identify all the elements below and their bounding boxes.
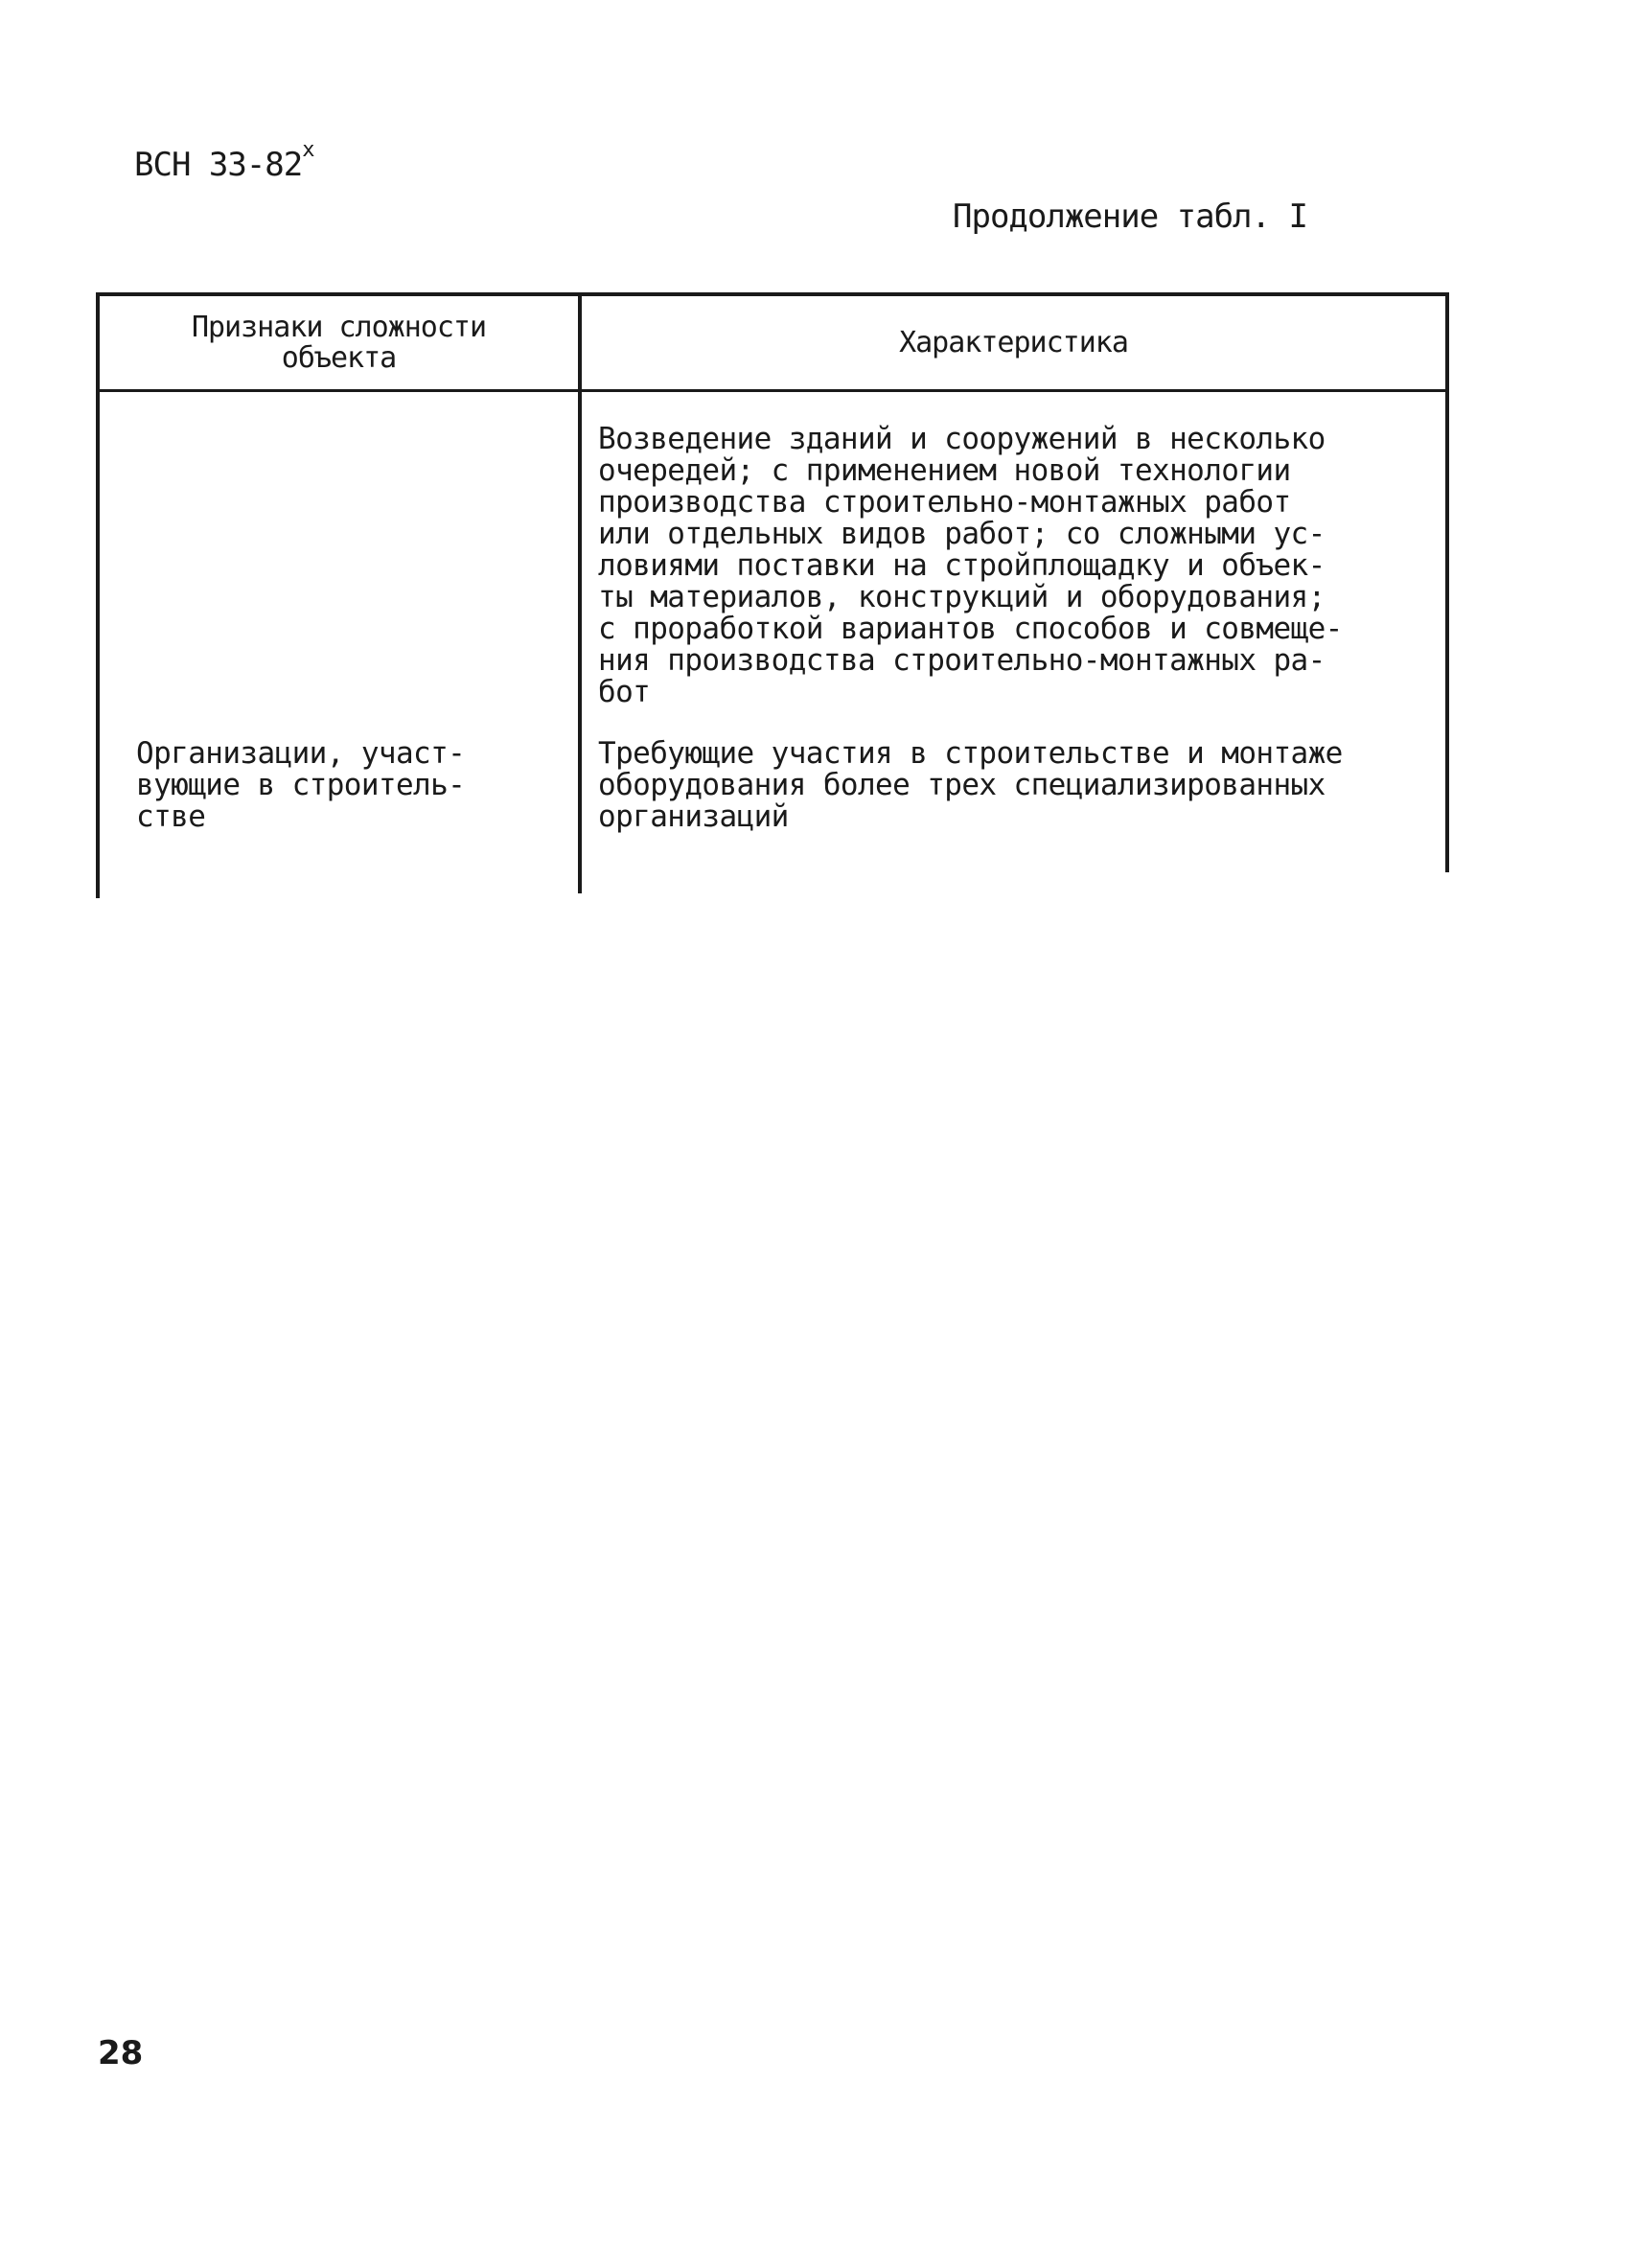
page-number: 28 <box>98 2034 144 2072</box>
document-code-text: ВСН 33-82 <box>134 146 303 184</box>
table-top-border <box>96 292 1449 296</box>
row-2-criterion: Организации, участ- вующие в строитель- стве <box>136 736 466 834</box>
column-header-criterion-text: Признаки сложности объекта <box>191 311 487 375</box>
document-code-mark: x <box>302 138 314 162</box>
table-header-divider <box>96 389 1449 392</box>
table-continuation-label: Продолжение табл. I <box>953 197 1307 236</box>
row-1-characteristic: Возведение зданий и сооружений в несколько очередей; с применением новой технологии производства строительно-монтажных работ или отдельных видов работ; со сложными ус- ловиями поставки на стройплощадку и объек- ты материалов, конструкций и оборудования; с проработкой вариантов способов и совмеще- ния производства строительно-монтажных ра- бот <box>598 422 1343 709</box>
document-code <box>134 138 314 184</box>
row-2-characteristic: Требующие участия в строительстве и монтаже оборудования более трех специализированных организаций <box>598 736 1343 834</box>
column-header-criterion <box>100 298 578 388</box>
column-header-characteristic-text: Характеристика <box>899 326 1128 359</box>
characteristics-table <box>96 292 1449 898</box>
column-header-characteristic <box>582 298 1445 388</box>
